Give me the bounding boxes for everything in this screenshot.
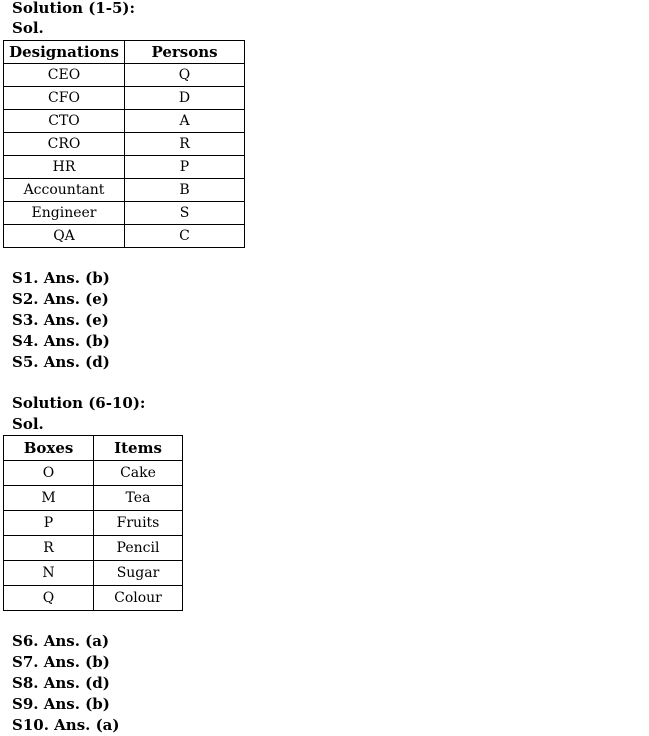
table-row: [4, 511, 183, 536]
answer-s10: S10. Ans. (a): [12, 716, 120, 734]
box-cell: R: [4, 536, 94, 561]
table-row: [4, 87, 245, 110]
answer-s5: S5. Ans. (d): [12, 353, 110, 371]
table-row: [4, 110, 245, 133]
table-row: [4, 202, 245, 225]
answer-s2: S2. Ans. (e): [12, 290, 109, 308]
item-cell: Pencil: [94, 536, 183, 561]
table-row: [4, 225, 245, 248]
box-cell: M: [4, 486, 94, 511]
designation-cell: Accountant: [4, 179, 125, 202]
column-header-designations: Designations: [4, 41, 125, 64]
box-cell: O: [4, 461, 94, 486]
person-cell: B: [125, 179, 245, 202]
designations-table: [3, 40, 245, 248]
box-cell: N: [4, 561, 94, 586]
person-cell: P: [125, 156, 245, 179]
person-cell: D: [125, 87, 245, 110]
designation-cell: QA: [4, 225, 125, 248]
table-row: [4, 486, 183, 511]
table-row: [4, 586, 183, 611]
answer-s4: S4. Ans. (b): [12, 332, 110, 350]
column-header-items: Items: [94, 436, 183, 461]
designation-cell: CTO: [4, 110, 125, 133]
item-cell: Fruits: [94, 511, 183, 536]
column-header-boxes: Boxes: [4, 436, 94, 461]
answer-s9: S9. Ans. (b): [12, 695, 110, 713]
person-cell: C: [125, 225, 245, 248]
item-cell: Cake: [94, 461, 183, 486]
person-cell: Q: [125, 64, 245, 87]
person-cell: R: [125, 133, 245, 156]
table-row: [4, 561, 183, 586]
table-row: [4, 461, 183, 486]
designation-cell: CFO: [4, 87, 125, 110]
item-cell: Colour: [94, 586, 183, 611]
answer-s1: S1. Ans. (b): [12, 269, 110, 287]
solution-heading-1-5: Solution (1-5):: [12, 0, 136, 17]
designation-cell: CRO: [4, 133, 125, 156]
sol-label-1: Sol.: [12, 19, 44, 37]
box-cell: P: [4, 511, 94, 536]
table-row: [4, 133, 245, 156]
item-cell: Tea: [94, 486, 183, 511]
answer-s6: S6. Ans. (a): [12, 632, 110, 650]
person-cell: A: [125, 110, 245, 133]
table-header-row: [4, 436, 183, 461]
table-row: [4, 64, 245, 87]
sol-label-2: Sol.: [12, 415, 44, 433]
table-row: [4, 179, 245, 202]
designation-cell: Engineer: [4, 202, 125, 225]
table-header-row: [4, 41, 245, 64]
table-row: [4, 156, 245, 179]
boxes-table: [3, 435, 183, 611]
solution-heading-6-10: Solution (6-10):: [12, 394, 146, 412]
designation-cell: HR: [4, 156, 125, 179]
item-cell: Sugar: [94, 561, 183, 586]
answer-s8: S8. Ans. (d): [12, 674, 110, 692]
designation-cell: CEO: [4, 64, 125, 87]
answer-s7: S7. Ans. (b): [12, 653, 110, 671]
person-cell: S: [125, 202, 245, 225]
answer-s3: S3. Ans. (e): [12, 311, 109, 329]
column-header-persons: Persons: [125, 41, 245, 64]
table-row: [4, 536, 183, 561]
box-cell: Q: [4, 586, 94, 611]
